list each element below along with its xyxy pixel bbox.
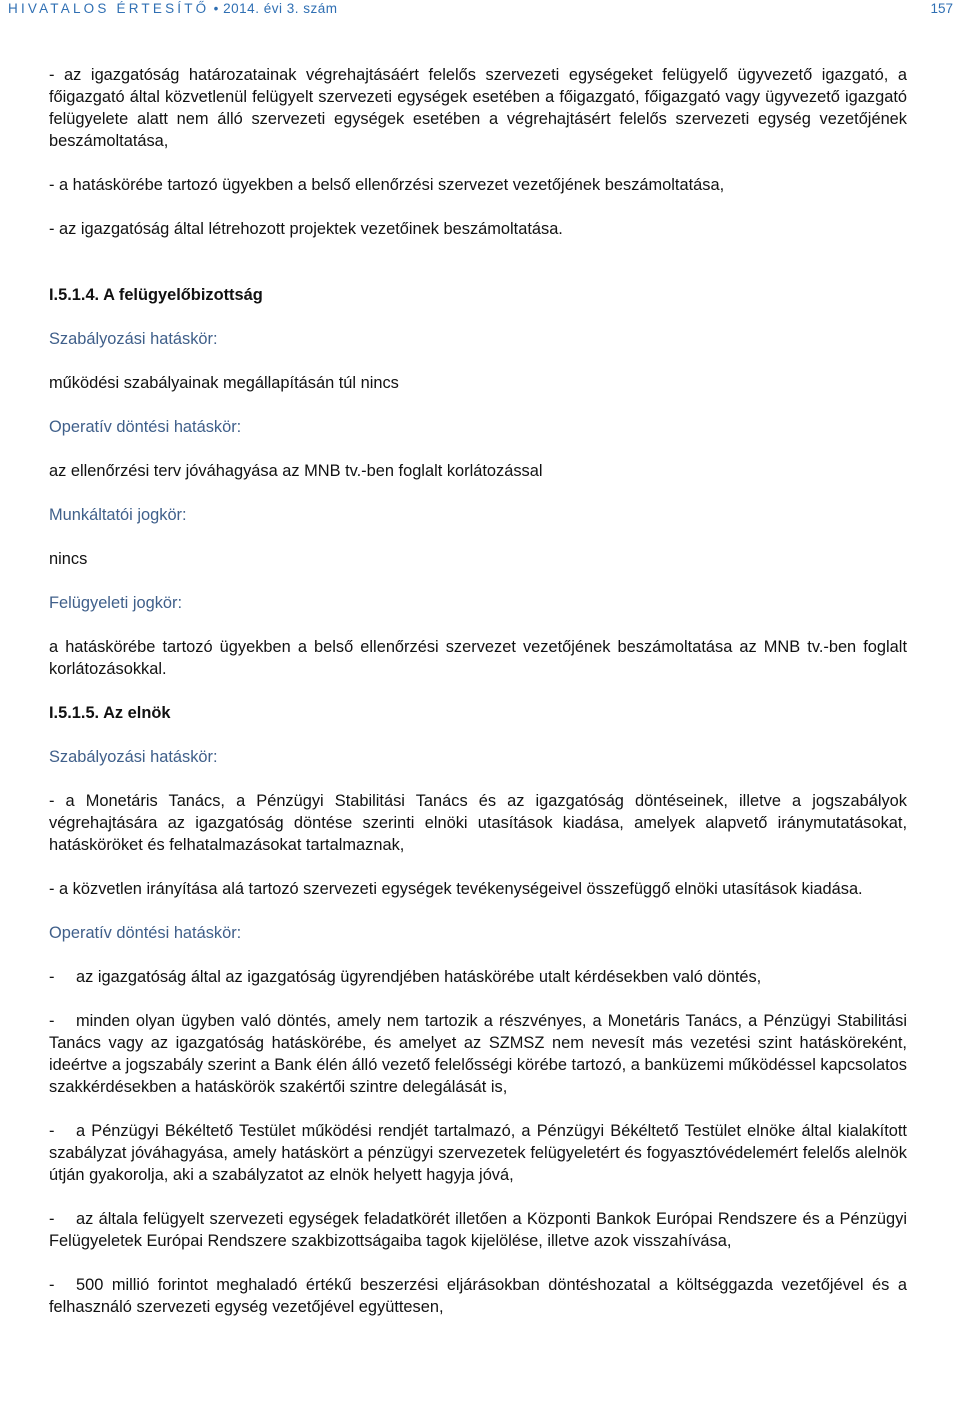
supervisory-text: a hatáskörébe tartozó ügyekben a belső ellenőrzési szervezet vezetőjének beszámoltatása az MNB tv.-ben foglalt korlátozásokkal. (49, 638, 907, 678)
page-body (49, 64, 907, 1318)
regulatory-paragraph-2: - a közvetlen irányítása alá tartozó szervezeti egységek tevékenységeivel összefüggő elnöki utasítások kiadása. (49, 880, 863, 898)
regulatory-label: Szabályozási hatáskör: (49, 748, 218, 766)
running-title (8, 1, 337, 16)
page-number: 157 (930, 1, 953, 16)
page-header (0, 0, 960, 20)
operative-item: - a Pénzügyi Békéltető Testület működési rendjét tartalmazó, a Pénzügyi Békéltető Testület elnöke által kialakított szabályzat jóváhagyása, amely hatáskört a pénzügyi szervezetek felügyeletért és fogyasztóvédelemért felelős alelnök útján gyakorolja, aki a szabályzatot az elnök helyett hagyja jóvá, (49, 1122, 907, 1184)
section-number: I.5.1.4. (49, 286, 100, 304)
section-title: A felügyelőbizottság (103, 286, 263, 304)
publication-name: HIVATALOS ÉRTESÍTŐ (8, 1, 210, 16)
intro-paragraph-2: - a hatáskörébe tartozó ügyekben a belső ellenőrzési szervezet vezetőjének beszámoltatása, (49, 176, 725, 194)
supervisory-label: Felügyeleti jogkör: (49, 594, 183, 612)
dash-marker: - (49, 1276, 55, 1294)
employer-text: nincs (49, 550, 88, 568)
section-heading-154 (49, 284, 907, 306)
operative-item: - az igazgatóság által az igazgatóság ügyrendjében hatáskörébe utalt kérdésekben való döntés, (49, 968, 762, 986)
section-heading-155 (49, 702, 907, 724)
regulatory-label: Szabályozási hatáskör: (49, 330, 218, 348)
dash-marker: - (49, 968, 55, 986)
dash-marker: - (49, 1210, 55, 1228)
header-separator: • (213, 1, 219, 16)
operative-label: Operatív döntési hatáskör: (49, 418, 242, 436)
operative-label: Operatív döntési hatáskör: (49, 924, 242, 942)
intro-paragraph-1: - az igazgatóság határozatainak végrehajtásáért felelős szervezeti egységeket felügyelő ügyvezető igazgató, a főigazgató által közvetlenül felügyelt szervezeti egységek esetében a főigazgató, főigazgató vagy ügyvezető igazgató felügyelete alatt nem álló szervezeti egységek esetében a végrehajtásért felelős szervezeti egység vezetőjének beszámoltatása, (49, 66, 907, 150)
intro-paragraph-3: - az igazgatóság által létrehozott projektek vezetőinek beszámoltatása. (49, 220, 563, 238)
operative-item: - minden olyan ügyben való döntés, amely nem tartozik a részvényes, a Monetáris Tanács, a Pénzügyi Stabilitási Tanács vagy az igazgatóság hatáskörébe, és amelyet az SZMSZ nem nevesít más vezetési szint hatásköreként, ideértve a jogszabály szerint a Bank élén álló vezető felelősségi körébe tartozó, a banküzemi működéssel kapcsolatos szakkérdésekben a hatáskörök szakértői szintre delegálását is, (49, 1012, 907, 1096)
dash-marker: - (49, 1122, 55, 1140)
section-title: Az elnök (103, 704, 171, 722)
regulatory-paragraph-1: - a Monetáris Tanács, a Pénzügyi Stabilitási Tanács és az igazgatóság döntéseinek, illetve a jogszabályok végrehajtására az igazgatóság döntése szerinti elnöki utasítások kiadása, amelyek alapvető iránymutatásokat, hatásköröket és felhatalmazásokat tartalmaznak, (49, 792, 907, 854)
operative-text: az ellenőrzési terv jóváhagyása az MNB tv.-ben foglalt korlátozással (49, 462, 543, 480)
dash-marker: - (49, 1012, 55, 1030)
issue-label: 2014. évi 3. szám (223, 1, 338, 16)
employer-label: Munkáltatói jogkör: (49, 506, 187, 524)
operative-item: - az általa felügyelt szervezeti egységek feladatkörét illetően a Központi Bankok Európai Rendszere és a Pénzügyi Felügyeletek Európai Rendszere szakbizottságaiba tagok kijelölése, illetve azok visszahívása, (49, 1210, 907, 1250)
regulatory-text: működési szabályainak megállapításán túl nincs (49, 374, 399, 392)
operative-item: - 500 millió forintot meghaladó értékű beszerzési eljárásokban döntéshozatal a költséggazda vezetőjével és a felhasználó szervezeti egység vezetőjével együttesen, (49, 1276, 907, 1316)
section-number: I.5.1.5. (49, 704, 100, 722)
